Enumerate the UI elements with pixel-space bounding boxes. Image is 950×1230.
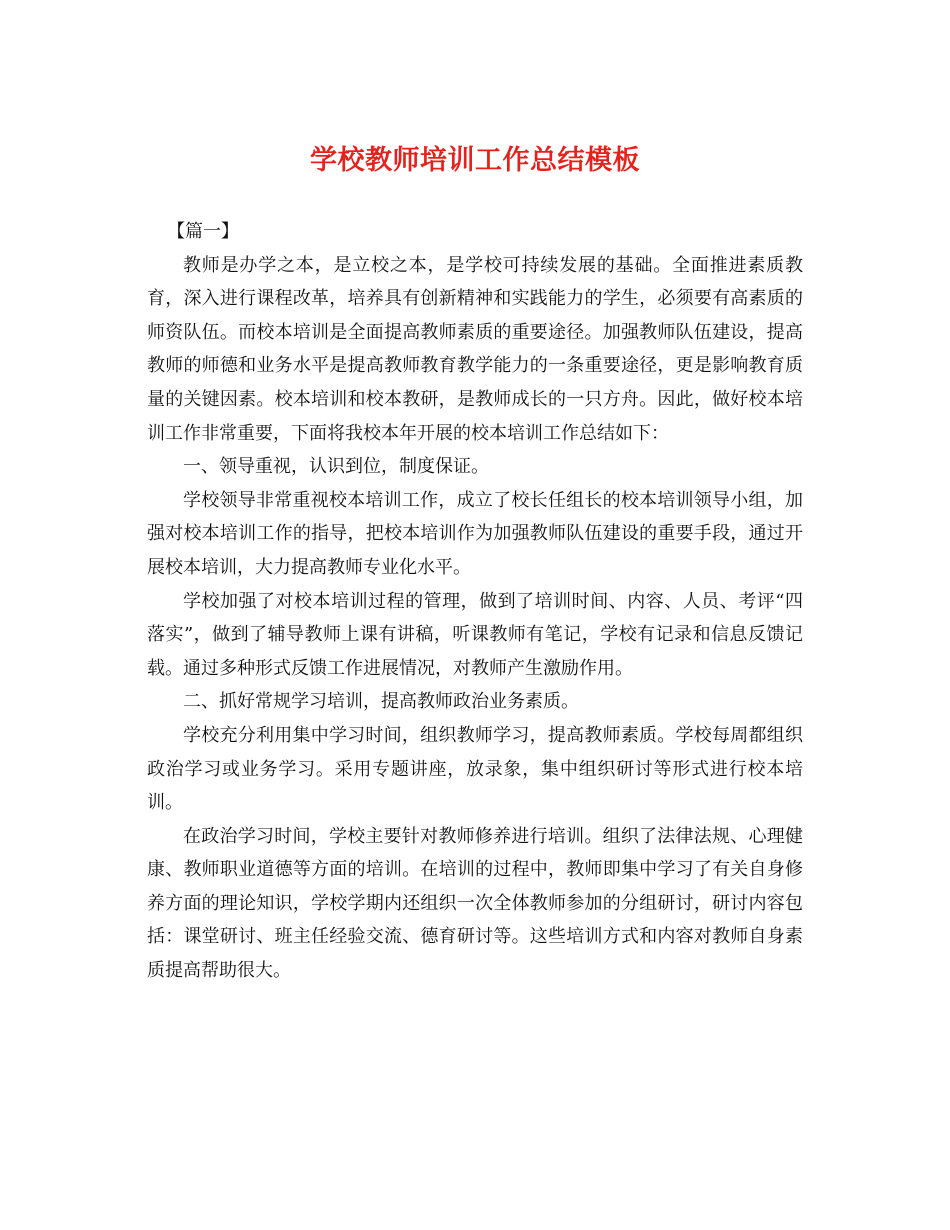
paragraph-management: 学校加强了对校本培训过程的管理，做到了培训时间、内容、人员、考评“四落实”，做到了辅导教师上课有讲稿，听课教师有笔记，学校有记录和信息反馈记载。通过多种形式反馈工作进展情况，对教师产生激励作用。 — [147, 590, 803, 679]
paragraph-leadership: 学校领导非常重视校本培训工作，成立了校长任组长的校本培训领导小组，加强对校本培训工作的指导，把校本培训作为加强教师队伍建设的重要手段，通过开展校本培训，大力提高教师专业化水平。 — [147, 489, 803, 578]
document-title: 学校教师培训工作总结模板 — [310, 145, 640, 176]
paragraph-routine-study: 学校充分利用集中学习时间，组织教师学习，提高教师素质。学校每周都组织政治学习或业务学习。采用专题讲座，放录象，集中组织研讨等形式进行校本培训。 — [147, 724, 803, 814]
heading-section-1: 一、领导重视，认识到位，制度保证。 — [183, 456, 489, 478]
heading-section-2: 二、抓好常规学习培训，提高教师政治业务素质。 — [183, 691, 579, 713]
paragraph-political-study: 在政治学习时间，学校主要针对教师修养进行培训。组织了法律法规、心理健康、教师职业道德等方面的培训。在培训的过程中，教师即集中学习了有关自身修养方面的理论知识，学校学期内还组织一次全体教师参加的分组研讨，研讨内容包括：课堂研讨、班主任经验交流、德育研讨等。这些培训方式和内容对教师自身素质提高帮助很大。 — [147, 825, 803, 982]
section-label: 【篇一】 — [167, 221, 239, 242]
paragraph-intro: 教师是办学之本，是立校之本，是学校可持续发展的基础。全面推进素质教育，深入进行课程改革，培养具有创新精神和实践能力的学生，必须要有高素质的师资队伍。而校本培训是全面提高教师素质的重要途径。加强教师队伍建设，提高教师的师德和业务水平是提高教师教育教学能力的一条重要途径，更是影响教育质量的关键因素。校本培训和校本教研，是教师成长的一只方舟。因此，做好校本培训工作非常重要，下面将我校本年开展的校本培训工作总结如下： — [147, 254, 803, 444]
document-body — [147, 215, 803, 988]
